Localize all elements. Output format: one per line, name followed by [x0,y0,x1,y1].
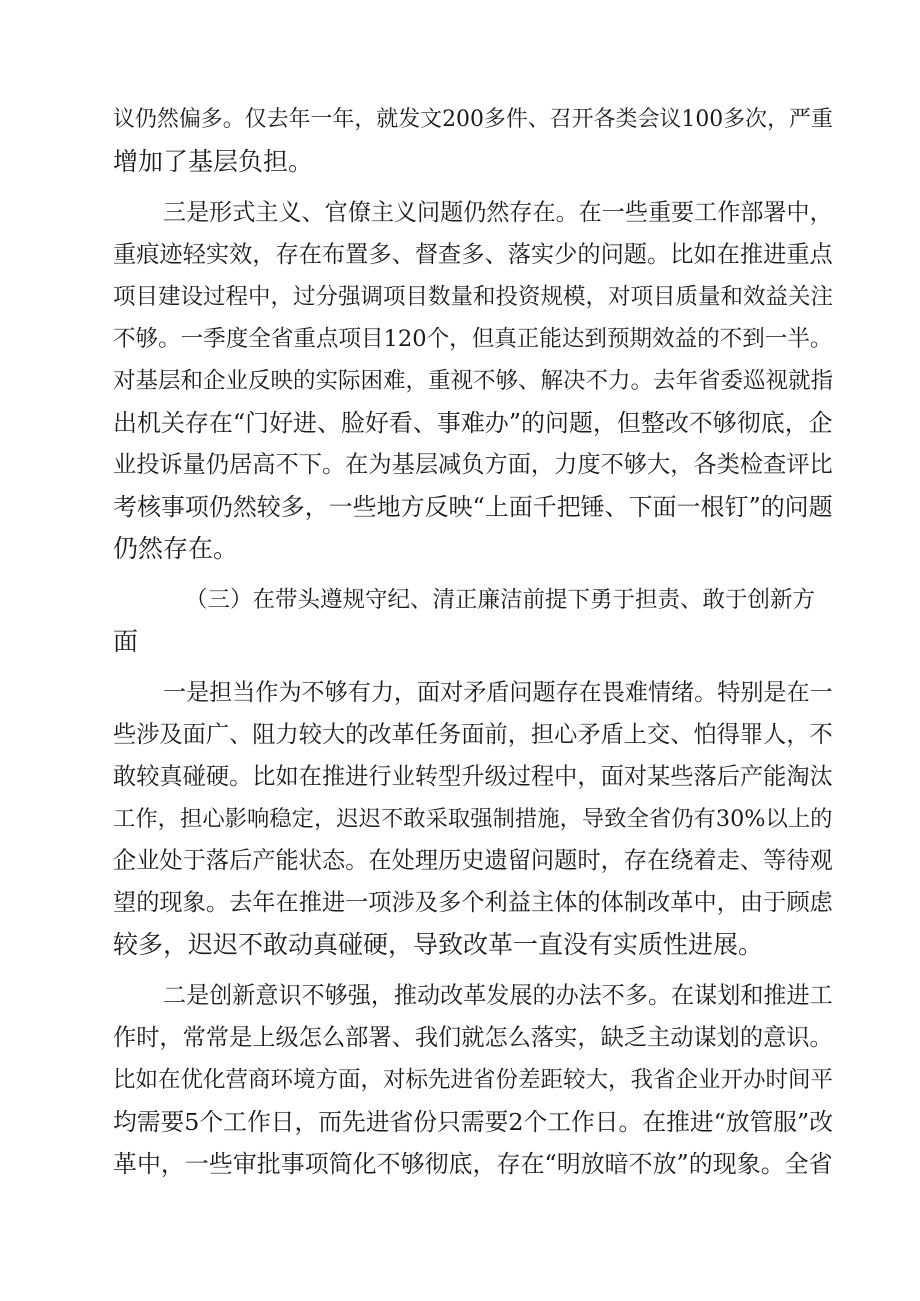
text-line: 重痕迹轻实效，存在布置多、督查多、落实少的问题。比如在推进重点 [113,241,833,268]
text-line: 些涉及面广、阻力较大的改革任务面前，担心矛盾上交、怕得罪人，不 [113,721,833,748]
text-line: 比如在优化营商环境方面，对标先进省份差距较大，我省企业开办时间平 [113,1067,834,1093]
section-heading: （三）在带头遵规守纪、清正廉洁前提下勇于担责、敢于创新方 [185,587,816,613]
text-line: 对基层和企业反映的实际困难，重视不够、解决不力。去年省委巡视就指 [113,368,834,394]
text-line: 企业处于落后产能状态。在处理历史遗留问题时，存在绕着走、等待观 [113,847,833,874]
paragraph-start-line: 三是形式主义、官僚主义问题仍然存在。在一些重要工作部署中， [163,200,833,226]
text-line: 不够。一季度全省重点项目120个，但真正能达到预期效益的不到一半。 [113,326,833,352]
text-line: 出机关存在“门好进、脸好看、事难办”的问题，但整改不够彻底，企 [113,409,833,437]
text-line: 作时，常常是上级怎么部署、我们就怎么落实，缺乏主动谋划的意识。 [113,1024,833,1051]
text-line: 工作，担心影响稳定，迟迟不敢采取强制措施，导致全省仍有30%以上的 [113,806,833,832]
text-line: 敢较真碰硬。比如在推进行业转型升级过程中，面对某些落后产能淘汰 [113,763,833,790]
section-heading-continuation: 面 [113,627,139,656]
paragraph-start-line: 一是担当作为不够有力，面对矛盾问题存在畏难情绪。特别是在一 [163,680,833,706]
text-line: 均需要5个工作日，而先进省份只需要2个工作日。在推进“放管服”改 [113,1108,833,1136]
text-line: 考核事项仍然较多，一些地方反映“上面千把锤、下面一根钉”的问题 [113,493,833,521]
text-line: 仍然存在。 [113,534,239,563]
text-line: 较多，迟迟不敢动真碰硬，导致改革一直没有实质性进展。 [113,930,764,959]
text-line: 望的现象。去年在推进一项涉及多个利益主体的体制改革中，由于顾虑 [113,889,833,916]
text-line: 业投诉量仍居高不下。在为基层减负方面，力度不够大，各类检查评比 [113,451,833,478]
text-line: 议仍然偏多。仅去年一年，就发文200多件、召开各类会议100多次，严重 [113,107,833,132]
text-line: 增加了基层负担。 [113,147,314,176]
paragraph-start-line: 二是创新意识不够强，推动改革发展的办法不多。在谋划和推进工 [163,983,833,1009]
text-line: 革中，一些审批事项简化不够彻底，存在“明放暗不放”的现象。全省 [113,1150,833,1178]
text-line: 项目建设过程中，过分强调项目数量和投资规模，对项目质量和效益关注 [113,284,834,310]
